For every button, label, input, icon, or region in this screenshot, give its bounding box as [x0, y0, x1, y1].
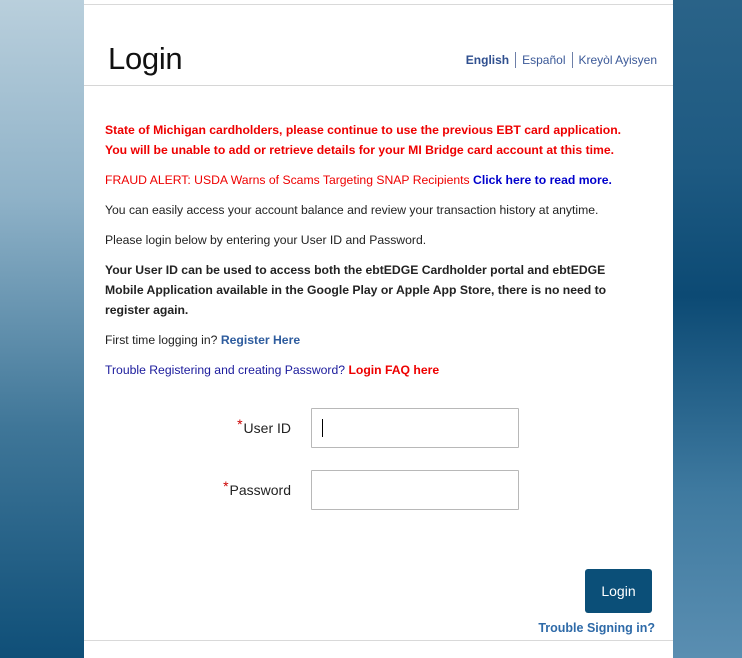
password-input[interactable] — [311, 470, 519, 510]
notice-content — [105, 120, 645, 390]
mobile-app-info-text: Your User ID can be used to access both the ebtEDGE Cardholder portal and ebtEDGE Mobile Application available in the Google Play or Apple App Store, there is no need to register again. — [105, 263, 607, 317]
michigan-notice: State of Michigan cardholders, please continue to use the previous EBT card application. You will be unable to add or retrieve details for your MI Bridge card account at this time. — [105, 123, 622, 157]
background-right — [673, 0, 742, 658]
password-row — [84, 470, 673, 512]
trouble-signing-in-link[interactable]: Trouble Signing in? — [538, 621, 655, 635]
fraud-alert-link[interactable]: Click here to read more. — [473, 173, 612, 187]
trouble-registering-text: Trouble Registering and creating Password? — [105, 363, 346, 377]
required-marker: * — [223, 478, 229, 494]
language-english-link[interactable]: English — [465, 53, 510, 67]
password-label — [223, 478, 291, 498]
header-divider — [84, 85, 673, 86]
language-kreyol-link[interactable]: Kreyòl Ayisyen — [578, 53, 657, 67]
fraud-alert-text: FRAUD ALERT: USDA Warns of Scams Targeting SNAP Recipients — [105, 173, 470, 187]
user-id-row — [84, 408, 673, 450]
panel-bottom-border — [84, 640, 673, 641]
login-panel — [84, 4, 673, 658]
login-button[interactable]: Login — [585, 569, 652, 613]
first-time-text: First time logging in? — [105, 333, 218, 347]
user-id-label — [237, 416, 291, 436]
register-link[interactable]: Register Here — [220, 333, 301, 347]
access-info-text: You can easily access your account balance and review your transaction history at anytime. — [105, 203, 599, 217]
fraud-alert — [105, 170, 645, 190]
first-time-line — [105, 330, 645, 350]
login-faq-link[interactable]: Login FAQ here — [348, 363, 440, 377]
language-espanol-link[interactable]: Español — [522, 53, 566, 67]
trouble-registering-line — [105, 360, 645, 380]
user-id-label-text: User ID — [243, 420, 291, 436]
page-title: Login — [108, 41, 183, 76]
panel-top-border — [84, 4, 673, 5]
background-left — [0, 0, 84, 658]
text-cursor — [322, 419, 323, 437]
password-label-text: Password — [229, 482, 291, 498]
language-selector — [460, 52, 657, 68]
required-marker: * — [237, 416, 243, 432]
login-instructions-text: Please login below by entering your User ID and Password. — [105, 233, 427, 247]
user-id-input[interactable] — [311, 408, 519, 448]
